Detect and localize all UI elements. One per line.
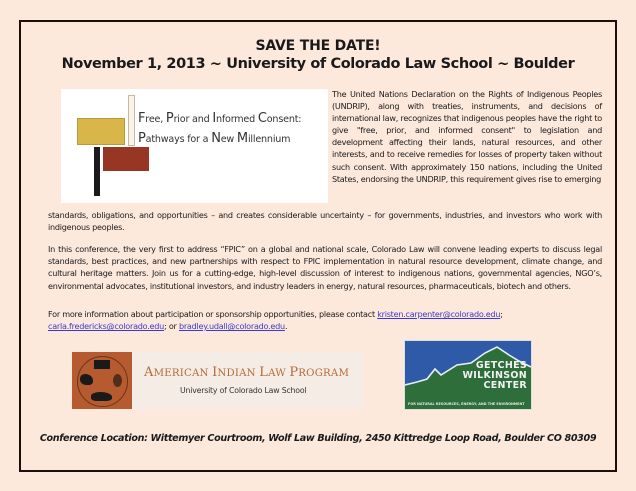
ailp-title: [144, 365, 349, 380]
logo-title: [138, 109, 301, 149]
logo-text: rior and: [173, 114, 213, 125]
fpic-conference-logo: [61, 89, 328, 203]
logo-cap: N: [211, 131, 221, 146]
getches-wilkinson-center-logo: [404, 340, 532, 410]
logo-cap: P: [165, 111, 174, 126]
american-indian-law-program-logo: [72, 352, 363, 409]
ailp-cap: I: [212, 365, 218, 380]
logo-text: onsent:: [266, 114, 302, 125]
gwc-name: [463, 361, 527, 391]
conference-description-paragraph: In this conference, the very first to address “FPIC” on a global and national scale, Colorado Law will convene leading experts to discuss legal standards, best practices, and new partnerships with respect to FPIC implementation in natural resource development, climate change, and cultural heritage matters. Join us for a cutting-edge, high-level discussion of interest to indigenous nations, governmental agencies, NGO’s, environmental advocates, institutional investors, and industry leaders in energy, natural resources, pharmaceuticals, biotech and others.: [48, 244, 602, 291]
gwc-line3: CENTER: [483, 380, 527, 391]
logo-text: illennium: [247, 134, 291, 145]
contact-suffix: .: [284, 321, 288, 332]
logo-text: athways for a: [145, 134, 212, 145]
logo-gold-block: [77, 118, 125, 145]
ailp-text: MERICAN: [153, 368, 213, 379]
flyer-frame: [19, 20, 617, 472]
ailp-cap: A: [144, 365, 154, 380]
email-link-bradley-udall[interactable]: bradley.udall@colorado.edu: [178, 321, 285, 332]
logo-text: ree,: [145, 114, 166, 125]
logo-cap: F: [138, 111, 146, 126]
logo-cap: C: [257, 111, 267, 126]
event-date-location-heading: November 1, 2013 ~ University of Colorado Law School ~ Boulder: [61, 56, 575, 72]
logo-title-line1: [138, 109, 301, 129]
logo-red-block: [103, 147, 149, 171]
ailp-cap: L: [259, 365, 269, 380]
ailp-text: ROGRAM: [298, 368, 350, 379]
conference-location: Conference Location: Wittemyer Courtroom, Wolf Law Building, 2450 Kittredge Loop Road, Boulder CO 80309: [39, 433, 597, 444]
intro-paragraph: The United Nations Declaration on the Rights of Indigenous Peoples (UNDRIP), along with treaties, instruments, and decisions of international law, recognizes that indigenous peoples have the right to give "free, prior, and informed consent" to legislation and development affecting their lands, natural resources, and other interests, and to receive remedies for losses of property taken without such consent. With approximately 150 nations, including the United States, endorsing the UNDRIP, this requirement gives rise to emerging: [332, 89, 602, 184]
logo-cap: P: [138, 131, 146, 146]
native-art-emblem-icon: [72, 352, 132, 409]
contact-prefix: For more information about participation or sponsorship opportunities, please contact: [48, 309, 378, 319]
logo-title-line2: [138, 129, 301, 149]
gwc-tagline: FOR NATURAL RESOURCES, ENERGY, AND THE ENVIRONMENT: [408, 402, 525, 406]
gwc-line2: WILKINSON: [462, 370, 527, 381]
gwc-line1: GETCHES: [475, 360, 527, 371]
logo-cap: M: [236, 131, 248, 146]
intro-paragraph-continued: standards, obligations, and opportunities – and creates considerable uncertainty – for governments, industries, and investors who work with indigenous peoples.: [48, 210, 602, 233]
ailp-subtitle: University of Colorado Law School: [180, 386, 307, 395]
contact-separator: ;: [500, 309, 503, 319]
ailp-cap: P: [289, 365, 299, 380]
logo-cream-bar: [128, 95, 135, 146]
logo-text: nformed: [215, 114, 258, 125]
email-link-kristen-carpenter[interactable]: kristen.carpenter@colorado.edu: [377, 309, 501, 319]
logo-cap: I: [212, 111, 216, 126]
email-link-carla-fredericks[interactable]: carla.fredericks@colorado.edu: [48, 321, 165, 332]
ailp-text: AW: [268, 368, 290, 379]
contact-paragraph: [48, 308, 602, 332]
logo-black-bar: [94, 147, 100, 196]
save-the-date-heading: SAVE THE DATE!: [255, 38, 381, 54]
ailp-text: NDIAN: [217, 368, 260, 379]
contact-separator: ; or: [164, 321, 179, 332]
logo-text: ew: [220, 134, 237, 145]
